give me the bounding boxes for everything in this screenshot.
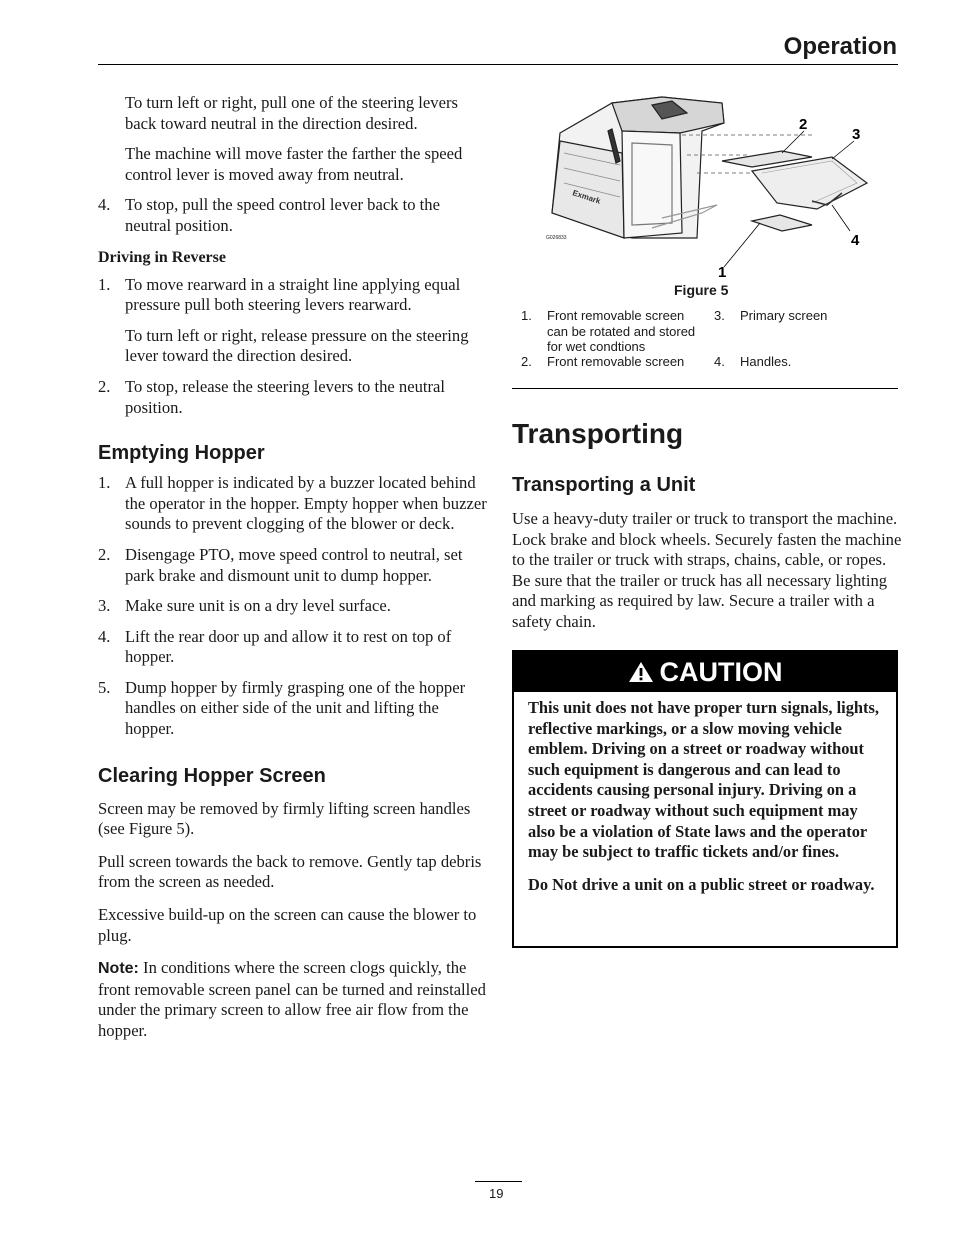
footer-divider (475, 1181, 522, 1182)
legend-text: Primary screen (740, 308, 828, 323)
list-number: 1. (98, 473, 111, 493)
list-number: 5. (98, 677, 111, 697)
legend-text: Front removable screen can be rotated and stored for wet condtions (547, 308, 696, 354)
list-number: 1. (98, 274, 111, 294)
speed-paragraph: The machine will move faster the farther the speed control lever is moved away from neutral. (125, 144, 463, 184)
note-paragraph (98, 958, 490, 1041)
clearing-paragraph: Pull screen towards the back to remove. Gently tap debris from the screen as needed. (98, 851, 482, 892)
reverse-turn-paragraph: To turn left or right, release pressure on the steering lever toward the direction desired. (125, 325, 469, 366)
callout-2: 2 (799, 116, 808, 133)
note-label: Note: (98, 960, 139, 978)
steering-paragraph: To turn left or right, pull one of the steering levers back toward neutral in the direction desired. (125, 93, 458, 133)
list-item (98, 678, 490, 740)
list-item (98, 377, 490, 418)
list-number: 3. (98, 596, 111, 616)
list-text: Dump hopper by firmly grasping one of the hopper handles on either side of the unit and lifting the hopper. (125, 677, 466, 739)
caution-text: Do Not drive a unit on a public street or roadway. (528, 874, 875, 894)
caution-text: This unit does not have proper turn signals, lights, reflective markings, or a slow moving vehicle emblem. Driving on a street or roadway without such equipment is dangerous and can lead to accidents causing personal injury. Driving on a street or roadway without such equipment may also be a violation of State laws and the operator may be subject to traffic tickets and/or fines. (528, 698, 879, 862)
legend-number: 2. (521, 354, 532, 369)
list-text: Make sure unit is on a dry level surface. (125, 596, 391, 616)
callout-3: 3 (852, 126, 861, 143)
clearing-paragraph: Screen may be removed by firmly lifting screen handles (see Figure 5). (98, 798, 471, 839)
figure-caption: Figure 5 (674, 282, 729, 298)
list-text: A full hopper is indicated by a buzzer located behind the operator in the hopper. Empty hopper when buzzer sounds to prevent clogging of the blower or deck. (125, 473, 487, 534)
legend-number: 1. (521, 308, 532, 323)
figure-divider (512, 388, 898, 389)
caution-title: CAUTION (659, 656, 783, 687)
legend-text: Front removable screen (547, 354, 685, 369)
callout-4: 4 (851, 232, 860, 249)
legend-number: 3. (714, 308, 725, 323)
transporting-subheading: Transporting a Unit (512, 474, 696, 496)
page-number: 19 (489, 1186, 504, 1201)
clearing-paragraph: Excessive build-up on the screen can cause the blower to plug. (98, 905, 477, 945)
list-number: 2. (98, 376, 111, 396)
list-item (98, 195, 490, 236)
caution-box (512, 650, 898, 948)
list-item (98, 545, 490, 586)
caution-body (514, 692, 896, 895)
list-item (98, 473, 490, 535)
left-column (98, 93, 490, 1042)
transporting-paragraph: Use a heavy-duty trailer or truck to transport the machine. Lock brake and block wheels. Securely fasten the machine to the trailer or truck with straps, chains, cable, or ropes. Be sure that the trailer or truck has all necessary lighting and marking as required by law. Secure a trailer with a safety chain. (512, 509, 902, 631)
callout-1: 1 (718, 264, 727, 281)
list-number: 2. (98, 544, 111, 564)
list-text: Lift the rear door up and allow it to rest on top of hopper. (125, 626, 452, 667)
list-item (98, 275, 490, 316)
emptying-heading: Emptying Hopper (98, 442, 265, 465)
clearing-heading: Clearing Hopper Screen (98, 764, 326, 787)
legend-number: 4. (714, 354, 725, 369)
note-text: In conditions where the screen clogs quickly, the front removable screen panel can be turned and reinstalled under the primary screen to allow free air flow from the hopper. (98, 958, 486, 1040)
warning-triangle-icon (628, 661, 654, 683)
list-text: Disengage PTO, move speed control to neutral, set park brake and dismount unit to dump hopper. (125, 544, 463, 585)
brand-logo-text: Exmark (571, 188, 602, 206)
header-divider (98, 64, 898, 65)
list-number: 4. (98, 626, 111, 646)
list-text: To move rearward in a straight line applying equal pressure pull both steering levers rearward. (125, 274, 461, 315)
transporting-heading: Transporting (512, 418, 684, 449)
list-number: 4. (98, 195, 111, 215)
section-title: Operation (783, 33, 897, 60)
reverse-heading: Driving in Reverse (98, 248, 226, 266)
caution-header (514, 652, 896, 692)
list-text: To stop, release the steering levers to the neutral position. (125, 376, 445, 417)
legend-text: Handles. (740, 354, 792, 369)
figure-5-illustration (512, 93, 900, 293)
list-text: To stop, pull the speed control lever back to the neutral position. (125, 195, 440, 235)
list-item (98, 596, 490, 617)
figure-code: G026833 (546, 235, 567, 241)
list-item (98, 627, 490, 668)
